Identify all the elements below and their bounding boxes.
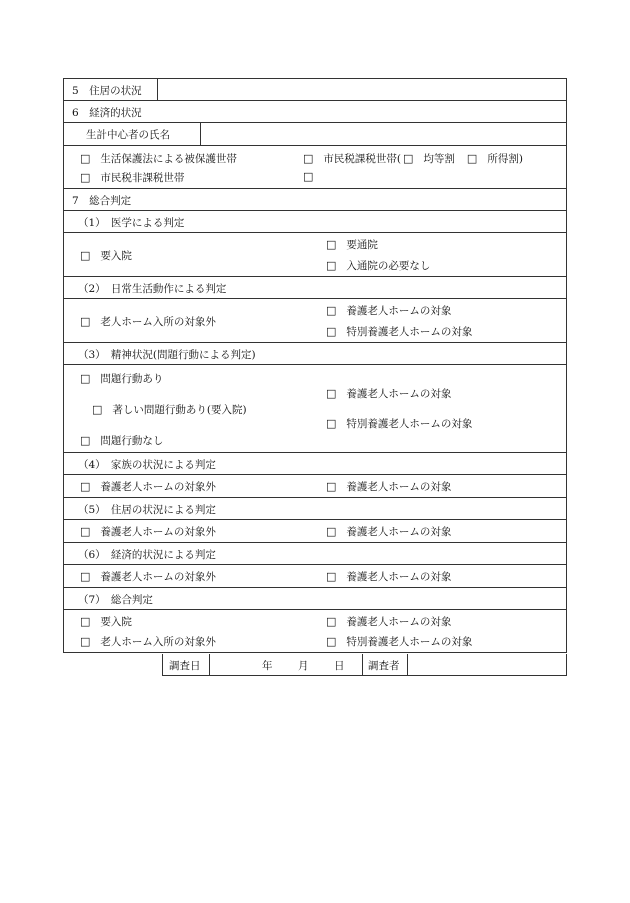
adl-excluded-option[interactable]: □ 老人ホーム入所の対象外	[80, 315, 216, 328]
mental-yogo-option[interactable]: □ 養護老人ホームの対象	[326, 387, 452, 400]
checkbox-icon[interactable]: □	[326, 387, 337, 400]
household-head-field[interactable]	[201, 123, 566, 145]
nontaxed-option[interactable]: □ 市民税非課税世帯	[80, 171, 185, 184]
judgment-7-header	[63, 588, 567, 610]
checkbox-icon[interactable]: □	[80, 434, 91, 447]
economic-excluded-option[interactable]: □ 養護老人ホームの対象外	[80, 570, 216, 583]
checkbox-icon[interactable]: □	[92, 403, 103, 416]
adl-yogo-option[interactable]: □ 養護老人ホームの対象	[326, 304, 452, 317]
surveyor-label: 調査者	[368, 660, 400, 672]
checkbox-icon[interactable]: □	[303, 152, 314, 165]
severe-behavior-option[interactable]: □ 著しい問題行動あり(要入院)	[92, 403, 247, 416]
judgment-3-header	[63, 343, 567, 365]
day-label: 日	[334, 660, 345, 672]
section-5-row	[63, 78, 567, 101]
overall-tokubetsu-option[interactable]: □ 特別養護老人ホームの対象	[326, 635, 473, 648]
housing-status-field[interactable]	[158, 79, 566, 101]
checkbox-icon[interactable]: □	[80, 372, 91, 385]
judgment-4-header	[63, 453, 567, 475]
checkbox-icon[interactable]: □	[80, 315, 91, 328]
judgment-3-options	[63, 365, 567, 453]
judgment-6-title: （6） 経済的状況による判定	[78, 549, 216, 561]
family-excluded-option[interactable]: □ 養護老人ホームの対象外	[80, 480, 216, 493]
judgment-1-options	[63, 233, 567, 277]
survey-footer	[162, 654, 567, 676]
checkbox-icon[interactable]: □	[326, 570, 337, 583]
checkbox-icon[interactable]: □	[80, 480, 91, 493]
judgment-5-title: （5） 住居の状況による判定	[78, 504, 216, 516]
household-head-label: 生計中心者の氏名	[86, 129, 170, 141]
economic-options-row	[63, 146, 567, 189]
judgment-2-header	[63, 277, 567, 299]
judgment-2-title: （2） 日常生活動作による判定	[78, 283, 227, 295]
housing-target-option[interactable]: □ 養護老人ホームの対象	[326, 525, 452, 538]
judgment-6-options	[63, 565, 567, 588]
no-problem-option[interactable]: □ 問題行動なし	[80, 434, 164, 447]
assessment-form	[63, 78, 567, 653]
welfare-option[interactable]: □ 生活保護法による被保護世帯	[80, 152, 237, 165]
survey-date-label: 調査日	[169, 660, 201, 672]
judgment-3-title: （3） 精神状況(問題行動による判定)	[78, 349, 256, 361]
month-label: 月	[298, 660, 309, 672]
family-target-option[interactable]: □ 養護老人ホームの対象	[326, 480, 452, 493]
overall-yogo-option[interactable]: □ 養護老人ホームの対象	[326, 615, 452, 628]
economic-target-option[interactable]: □ 養護老人ホームの対象	[326, 570, 452, 583]
judgment-5-options	[63, 520, 567, 543]
outpatient-option[interactable]: □ 要通院	[326, 238, 378, 251]
checkbox-icon[interactable]: □	[326, 417, 337, 430]
checkbox-icon[interactable]: □	[303, 170, 314, 183]
judgment-4-options	[63, 475, 567, 498]
household-head-row	[63, 123, 567, 146]
section-6-row	[63, 101, 567, 123]
checkbox-icon[interactable]: □	[80, 635, 91, 648]
judgment-5-header	[63, 498, 567, 520]
overall-excluded-option[interactable]: □ 老人ホーム入所の対象外	[80, 635, 216, 648]
checkbox-icon[interactable]: □	[326, 259, 337, 272]
section-5-title: 5 住居の状況	[72, 85, 142, 97]
adl-tokubetsu-option[interactable]: □ 特別養護老人ホームの対象	[326, 325, 473, 338]
checkbox-icon[interactable]: □	[326, 635, 337, 648]
checkbox-icon[interactable]: □	[326, 238, 337, 251]
surveyor-field[interactable]	[408, 654, 566, 675]
section-7-title: 7 総合判定	[72, 195, 132, 207]
judgment-1-title: （1） 医学による判定	[78, 217, 185, 229]
checkbox-icon[interactable]: □	[80, 152, 91, 165]
checkbox-icon[interactable]: □	[80, 615, 91, 628]
checkbox-icon[interactable]: □	[80, 171, 91, 184]
checkbox-icon[interactable]: □	[326, 325, 337, 338]
checkbox-icon[interactable]: □	[326, 480, 337, 493]
checkbox-icon[interactable]: □	[326, 304, 337, 317]
checkbox-icon[interactable]: □	[80, 525, 91, 538]
judgment-1-header	[63, 211, 567, 233]
checkbox-icon[interactable]: □	[326, 615, 337, 628]
checkbox-icon[interactable]: □	[403, 152, 414, 165]
checkbox-icon[interactable]: □	[466, 152, 478, 165]
judgment-7-options	[63, 610, 567, 653]
problem-behavior-option[interactable]: □ 問題行動あり	[80, 372, 164, 385]
checkbox-icon[interactable]: □	[80, 249, 91, 262]
year-label: 年	[262, 660, 273, 672]
judgment-2-options	[63, 299, 567, 343]
mental-tokubetsu-option[interactable]: □ 特別養護老人ホームの対象	[326, 417, 473, 430]
judgment-7-title: （7） 総合判定	[78, 594, 153, 606]
section-6-title: 6 経済的状況	[72, 107, 142, 119]
housing-excluded-option[interactable]: □ 養護老人ホームの対象外	[80, 525, 216, 538]
overall-hospitalization-option[interactable]: □ 要入院	[80, 615, 132, 628]
checkbox-icon[interactable]: □	[80, 570, 91, 583]
judgment-4-title: （4） 家族の状況による判定	[78, 459, 216, 471]
other-option[interactable]	[303, 170, 323, 183]
section-7-row	[63, 189, 567, 211]
checkbox-icon[interactable]: □	[326, 525, 337, 538]
hospitalization-option[interactable]: □ 要入院	[80, 249, 132, 262]
no-treatment-option[interactable]: □ 入通院の必要なし	[326, 259, 431, 272]
judgment-6-header	[63, 543, 567, 565]
taxed-option[interactable]: □ 市民税課税世帯( □ 均等割 □ 所得割)	[303, 152, 523, 165]
